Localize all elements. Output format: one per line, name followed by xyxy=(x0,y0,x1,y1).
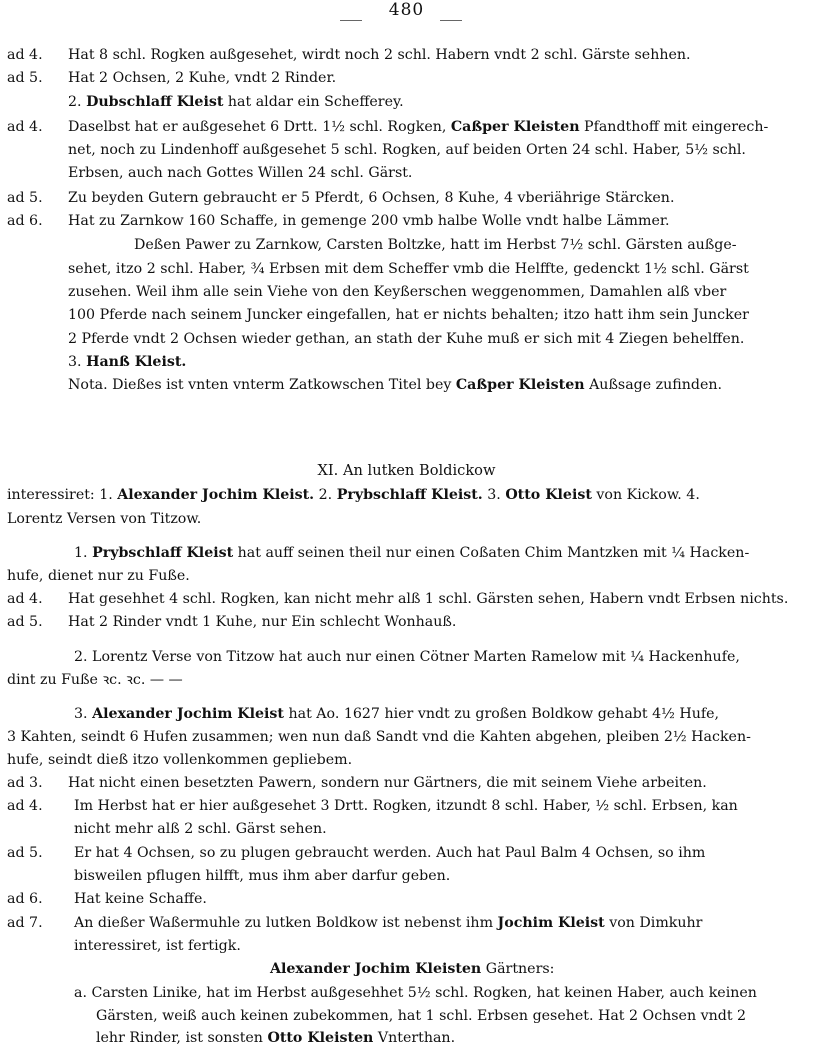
person-name: Otto Kleisten xyxy=(267,1030,374,1046)
line-text: bisweilen pflugen hilfft, mus ihm aber darfur geben. xyxy=(74,868,451,884)
line-text: Hat 8 schl. Rogken außgesehet, wirdt noch 2 schl. Habern vndt 2 schl. Gärste sehhen. xyxy=(68,47,691,63)
line-text: Daselbst hat er außgesehet 6 Drtt. 1½ schl. Rogken, xyxy=(68,119,447,135)
line-text: hufe, dienet nur zu Fuße. xyxy=(7,568,190,584)
line-text: lehr Rinder, ist sonsten xyxy=(96,1030,263,1046)
line-text: dint zu Fuße ꝛc. ꝛc. — — xyxy=(7,672,183,688)
line-text: Deßen Pawer zu Zarnkow, Carsten Boltzke, hatt im Herbst 7½ schl. Gärsten außge- xyxy=(134,237,737,253)
ad-label: ad 6. xyxy=(7,213,43,229)
line-text: Zu beyden Gutern gebraucht er 5 Pferdt, 6 Ochsen, 8 Kuhe, 4 vberiährige Stärcken. xyxy=(68,190,675,206)
line-text: hat aldar ein Schefferey. xyxy=(227,94,404,110)
person-name: Otto Kleist xyxy=(505,487,592,503)
line-text: Im Herbst hat er hier außgesehet 3 Drtt. Rogken, itzundt 8 schl. Haber, ½ schl. Erbsen, kan xyxy=(74,798,738,814)
line-text: Hat nicht einen besetzten Pawern, sondern nur Gärtners, die mit seinem Viehe arbeiten. xyxy=(68,775,707,791)
line-text: An dießer Waßermuhle zu lutken Boldkow ist nebenst ihm xyxy=(74,915,494,931)
ad-label: ad 5. xyxy=(7,70,43,86)
ad-label: ad 4. xyxy=(7,591,43,607)
line-text: Vnterthan. xyxy=(377,1030,456,1046)
line-text: Er hat 4 Ochsen, so zu plugen gebraucht werden. Auch hat Paul Balm 4 Ochsen, so ihm xyxy=(74,845,706,861)
line-text: von Dimkuhr xyxy=(609,915,703,931)
person-name: Prybschlaff Kleist. xyxy=(336,487,483,503)
item-number: 3. xyxy=(74,706,88,722)
line-text: Gärtners: xyxy=(485,961,555,977)
line-text: nicht mehr alß 2 schl. Gärst sehen. xyxy=(74,821,327,837)
line-text: hat auff seinen theil nur einen Coßaten Chim Mantzken mit ¼ Hacken- xyxy=(237,545,750,561)
line-text: Erbsen, auch nach Gottes Willen 24 schl. Gärst. xyxy=(68,165,413,181)
line-text: Hat 2 Ochsen, 2 Kuhe, vndt 2 Rinder. xyxy=(68,70,337,86)
line-text: 3 Kahten, seindt 6 Hufen zusammen; wen nun daß Sandt vnd die Kahten abgehen, pleiben 2½ Hacken- xyxy=(7,729,751,745)
line-text: Hat 2 Rinder vndt 1 Kuhe, nur Ein schlecht Wonhauß. xyxy=(68,614,457,630)
person-name: Prybschlaff Kleist xyxy=(92,545,234,561)
person-name: Jochim Kleist xyxy=(497,915,605,931)
line-text: Hat keine Schaffe. xyxy=(74,891,207,907)
person-name: Alexander Jochim Kleisten xyxy=(270,961,482,977)
line-text: zusehen. Weil ihm alle sein Viehe von den Keyßerschen weggenommen, Damahlen alß vber xyxy=(68,284,727,300)
item-number: 3. xyxy=(68,354,82,370)
ad-label: ad 7. xyxy=(7,915,43,931)
ad-label: ad 5. xyxy=(7,845,43,861)
line-text: Lorentz Versen von Titzow. xyxy=(7,511,202,527)
ad-label: ad 5. xyxy=(7,614,43,630)
person-name: Caßper Kleisten xyxy=(455,377,585,393)
item-number: 1. xyxy=(74,545,88,561)
line-text: sehet, itzo 2 schl. Haber, ¾ Erbsen mit dem Scheffer vmb die Helffte, gedenckt 1½ schl. Gärst xyxy=(68,261,749,277)
line-text: Außsage zufinden. xyxy=(589,377,722,393)
line-text: Pfandthoff mit eingerech- xyxy=(584,119,769,135)
line-text: interessiret: 1. xyxy=(7,487,113,503)
page-number: 480 xyxy=(388,0,425,20)
ad-label: ad 4. xyxy=(7,119,43,135)
ad-label: ad 3. xyxy=(7,775,43,791)
header-rule-left xyxy=(340,20,362,21)
line-text: 3. xyxy=(487,487,501,503)
ad-label: ad 5. xyxy=(7,190,43,206)
line-text: Hat zu Zarnkow 160 Schaffe, in gemenge 200 vmb halbe Wolle vndt halbe Lämmer. xyxy=(68,213,670,229)
line-text: net, noch zu Lindenhoff außgesehet 5 schl. Rogken, auf beiden Orten 24 schl. Haber, 5½ schl. xyxy=(68,142,746,158)
line-text: 2. Lorentz Verse von Titzow hat auch nur einen Cötner Marten Ramelow mit ¼ Hackenhufe, xyxy=(74,649,740,665)
line-text: von Kickow. 4. xyxy=(596,487,700,503)
line-text: 2 Pferde vndt 2 Ochsen wieder gethan, an stath der Kuhe muß er sich mit 4 Ziegen behelffen. xyxy=(68,331,745,347)
item-number: 2. xyxy=(68,94,82,110)
line-text: Nota. Dießes ist vnten vnterm Zatkowschen Titel bey xyxy=(68,377,452,393)
person-name: Caßper Kleisten xyxy=(450,119,580,135)
line-text: Hat gesehhet 4 schl. Rogken, kan nicht mehr alß 1 schl. Gärsten sehen, Habern vndt Erbsen nichts. xyxy=(68,591,789,607)
person-name: Dubschlaff Kleist xyxy=(86,94,224,110)
line-text: a. Carsten Linike, hat im Herbst außgesehhet 5½ schl. Rogken, hat keinen Haber, auch keinen xyxy=(74,985,757,1001)
line-text: hufe, seindt dieß itzo vollenkommen gepliebem. xyxy=(7,752,353,768)
header-rule-right xyxy=(440,20,462,21)
person-name: Alexander Jochim Kleist. xyxy=(117,487,315,503)
line-text: hat Ao. 1627 hier vndt zu großen Boldkow gehabt 4½ Hufe, xyxy=(288,706,720,722)
person-name: Alexander Jochim Kleist xyxy=(92,706,284,722)
line-text: 2. xyxy=(318,487,333,503)
ad-label: ad 4. xyxy=(7,798,43,814)
ad-label: ad 6. xyxy=(7,891,43,907)
line-text: 100 Pferde nach seinem Juncker eingefallen, hat er nichts behalten; itzo hatt ihm sein Juncker xyxy=(68,307,749,323)
person-name: Hanß Kleist. xyxy=(86,354,187,370)
line-text: Gärsten, weiß auch keinen zubekommen, hat 1 schl. Erbsen gesehet. Hat 2 Ochsen vndt 2 xyxy=(96,1008,747,1024)
ad-label: ad 4. xyxy=(7,47,43,63)
section-heading: XI. An lutken Boldickow xyxy=(317,462,496,479)
line-text: interessiret, ist fertigk. xyxy=(74,938,241,954)
